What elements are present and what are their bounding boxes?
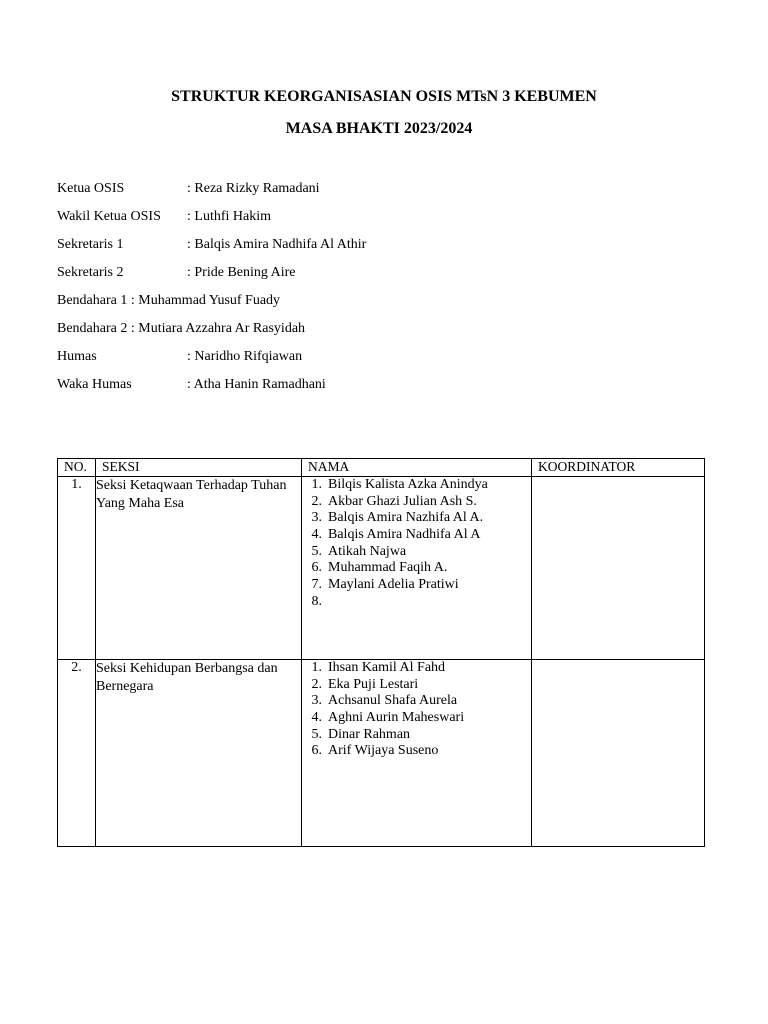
document-subtitle: MASA BHAKTI 2023/2024: [285, 120, 473, 137]
officer-label: Waka Humas: [57, 377, 132, 392]
member-number: 2.: [311, 676, 322, 692]
officer-label: Ketua OSIS: [57, 181, 125, 196]
officer-name: Mutiara Azzahra Ar Rasyidah: [138, 321, 306, 336]
officer-label: Bendahara 1: [57, 293, 128, 308]
section-name: Seksi Kehidupan Berbangsa dan Bernegara: [96, 660, 302, 847]
member-name: Achsanul Shafa Aurela: [328, 693, 458, 709]
list-item: [302, 494, 531, 511]
officer-row: [57, 347, 366, 375]
officer-name: Luthfi Hakim: [194, 209, 271, 224]
row-number: 2.: [58, 660, 96, 847]
list-item: [302, 560, 531, 577]
officer-row: [57, 319, 366, 347]
section-table: [57, 458, 705, 847]
officer-label: Humas: [57, 349, 97, 364]
member-list: [302, 477, 531, 611]
officer-label: Wakil Ketua OSIS: [57, 209, 161, 224]
member-name: Ihsan Kamil Al Fahd: [328, 660, 446, 675]
officer-name: Balqis Amira Nadhifa Al Athir: [194, 237, 367, 252]
officer-row: [57, 375, 366, 403]
header-no: NO.: [58, 459, 96, 477]
member-name: Balqis Amira Nadhifa Al A: [328, 527, 481, 543]
member-number: 3.: [311, 510, 322, 526]
officer-separator: :: [187, 377, 194, 392]
officer-separator: :: [187, 265, 195, 280]
member-name: Atikah Najwa: [328, 543, 407, 559]
officer-list: [57, 179, 366, 403]
member-number: 6.: [311, 743, 322, 759]
member-number: 1.: [311, 477, 322, 492]
member-name: Akbar Ghazi Julian Ash S.: [328, 493, 477, 509]
officer-label: Sekretaris 2: [57, 265, 124, 280]
list-item: [302, 677, 531, 694]
officer-separator: :: [127, 321, 139, 336]
member-name: Aghni Aurin Maheswari: [328, 710, 465, 726]
officer-row: [57, 263, 366, 291]
member-number: 4.: [311, 710, 322, 726]
officer-separator: :: [127, 293, 139, 308]
table-header-row: [58, 459, 705, 477]
header-nama: NAMA: [302, 459, 532, 477]
member-number: 6.: [311, 560, 322, 576]
member-name: Eka Puji Lestari: [328, 676, 419, 692]
list-item: [302, 510, 531, 527]
officer-label: Bendahara 2: [57, 321, 128, 336]
list-item: [302, 743, 531, 760]
table-row: [58, 477, 705, 660]
officer-name: Pride Bening Aire: [194, 265, 296, 280]
officer-row: [57, 291, 366, 319]
list-item: [302, 693, 531, 710]
document-title: STRUKTUR KEORGANISASIAN OSIS MTsN 3 KEBUMEN: [171, 88, 597, 105]
officer-name: Naridho Rifqiawan: [194, 349, 303, 364]
list-item: [302, 477, 531, 494]
list-item: [302, 727, 531, 744]
row-number: 1.: [58, 477, 96, 660]
coordinator-cell: [532, 660, 705, 847]
officer-separator: :: [187, 181, 195, 196]
member-number: 2.: [311, 493, 322, 509]
list-item: [302, 527, 531, 544]
header-koordinator: KOORDINATOR: [532, 459, 705, 477]
officer-separator: :: [187, 237, 195, 252]
member-name: Dinar Rahman: [328, 726, 411, 742]
list-item: [302, 544, 531, 561]
officer-name: Atha Hanin Ramadhani: [193, 377, 326, 392]
list-item: [302, 710, 531, 727]
officer-row: [57, 179, 366, 207]
header-seksi: SEKSI: [96, 459, 302, 477]
officer-row: [57, 235, 366, 263]
member-cell: [302, 660, 532, 847]
officer-separator: :: [187, 209, 195, 224]
list-item: [302, 660, 531, 677]
member-number: 3.: [311, 693, 322, 709]
officer-row: [57, 207, 366, 235]
member-name: Balqis Amira Nazhifa Al A.: [328, 510, 484, 526]
coordinator-cell: [532, 477, 705, 660]
member-name: Arif Wijaya Suseno: [328, 743, 439, 759]
member-number: 4.: [311, 527, 322, 543]
section-name: Seksi Ketaqwaan Terhadap Tuhan Yang Maha Esa: [96, 477, 302, 660]
officer-label: Sekretaris 1: [57, 237, 124, 252]
member-name: Maylani Adelia Pratiwi: [328, 577, 459, 593]
officer-name: Reza Rizky Ramadani: [194, 181, 320, 196]
member-number: 8.: [311, 593, 322, 609]
member-number: 5.: [311, 726, 322, 742]
member-list: [302, 660, 531, 760]
member-number: 7.: [311, 577, 322, 593]
list-item: [302, 577, 531, 594]
officer-separator: :: [187, 349, 195, 364]
member-name: Bilqis Kalista Azka Anindya: [328, 477, 488, 492]
officer-name: Muhammad Yusuf Fuady: [138, 293, 281, 308]
member-cell: [302, 477, 532, 660]
member-name: Muhammad Faqih A.: [328, 560, 448, 576]
member-number: 1.: [311, 660, 322, 675]
member-number: 5.: [311, 543, 322, 559]
list-item: [302, 594, 531, 611]
table-row: [58, 660, 705, 847]
